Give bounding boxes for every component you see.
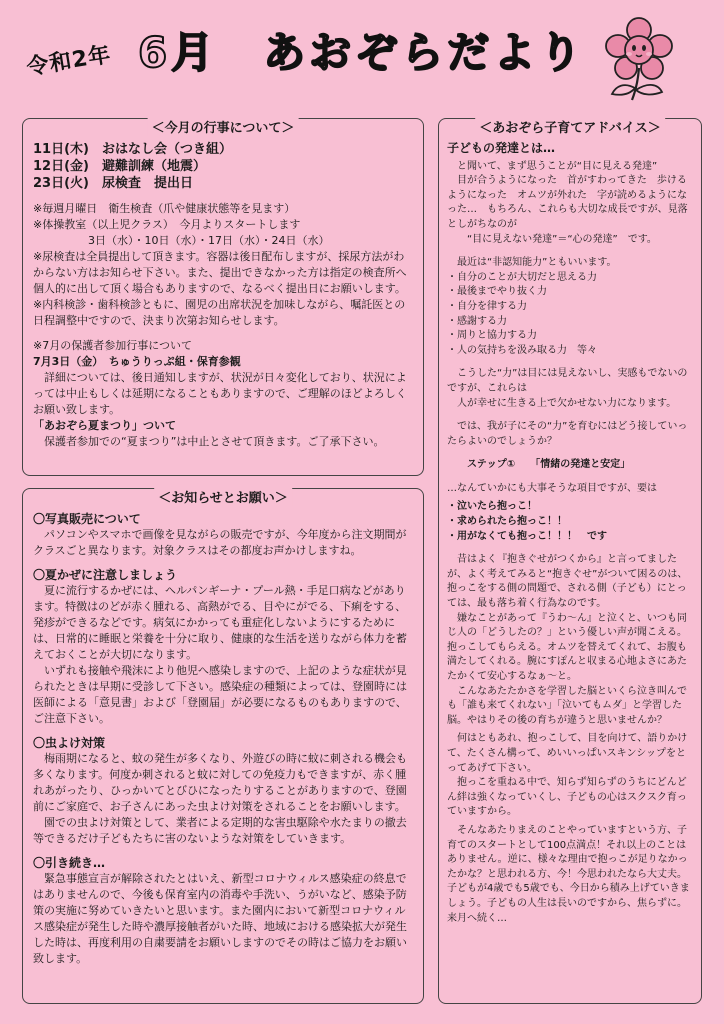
advice-paragraph: 昔はよく『抱きぐせがつくから』と言ってましたが、よく考えてみると“抱きぐせ”がついて困るのは、抱っこをする側の問題で、される側（子ども）にとっては、最も落ち着く行為なのです。 嫌なことがあって『うわ～ん』と泣くと、いつも同じ人の「どうしたの？」という優しい声が聞こえる。抱っこしてもらえる。オムツを替えてくれて、お腹も満たしてくれる。腕にすぽんと収まる心地よさにあたたかくて安心するなぁ～と。 こんなあたたかさを学習した脳といくら泣き叫んでも「誰も来てくれない」「泣いてもムダ」と学習した脳。やはりその後の育ちが違うと思いませんか？ (447, 554, 688, 726)
notices-box (22, 488, 424, 1004)
advice-paragraph: と聞いて、まず思うことが“目に見える発達” 目が合うようになった 首がすわってきた 歩けるようになった オムツが外れた 字が読めるようになった… もちろん、これらも大切な成長ですが、見落としがちなのが “目に見えない発達”＝“心の発達” です。 (447, 160, 688, 245)
notice-title: 〇写真販売について (33, 512, 141, 526)
ability-item: ・最後までやり抜く力 (447, 286, 547, 298)
notice-body: 緊急事態宣言が解除されたとはいえ、新型コロナウィルス感染症の終息ではありませんので、今後も保育室内の消毒や手洗い、うがいなど、感染予防策の実施に努めていきたいと思います。また園内において新型コロナウィルス感染症が発生した時や濃厚接触者がいた時、地域における感染拡大が発生した時は、再度利用の自粛要請をお願いしますのでその時はご協力をお願い致します。 (33, 872, 407, 965)
july-event: 7月3日（金） ちゅうりっぷ組・保育参観 (33, 355, 241, 368)
event-note: 3日（水）・10日（水）・17日（水）・24日（水） (33, 234, 330, 247)
ability-item: ・人の気持ちを汲み取る力 等々 (447, 344, 597, 356)
cheer-item: ・泣いたら抱っこ！ (447, 501, 537, 513)
advice-box (438, 118, 722, 1004)
summer-festival-title: 「あおぞら夏まつり」ついて (33, 419, 176, 432)
july-title: ※7月の保護者参加行事について (33, 339, 192, 352)
advice-paragraph: 何はともあれ、抱っこして、目を向けて、語りかけて、たくさん構って、めいいっぱいスキンシップをとってあげて下さい。 抱っこを重ねる中で、知らず知らずのうちにどんどん絆は強くなっていくし、子どもの心はスクスク育っていますから。 (447, 733, 688, 818)
ability-item: ・感謝する力 (447, 315, 507, 327)
advice-paragraph: では、我が子にその“力”を育むにはどう接していったらよいのでしょうか？ (447, 421, 688, 447)
event-note: ※毎週月曜日 衛生検査（爪や健康状態等を見ます） (33, 202, 296, 215)
ability-item: ・自分を律する力 (447, 300, 527, 312)
advice-paragraph: こうした“力”は目には見えないし、実感もでないのですが、これらは 人が幸せに生きる上で欠かせない力になります。 (447, 368, 688, 409)
advice-paragraph: 最近は“非認知能力”ともいいます。 (447, 257, 617, 269)
cheer-item: ・用がなくても抱っこ！！！ です (447, 530, 607, 542)
advice-paragraph: …なんていかにも大事そうな項目ですが、要は (447, 482, 657, 494)
events-box (22, 118, 424, 476)
cheer-item: ・求められたら抱っこ！！ (447, 516, 567, 528)
ability-item: ・周りと協力する力 (447, 330, 537, 342)
advice-lead: 子どもの発達とは… (447, 141, 556, 155)
schedule-item: 11日(木) おはなし会（つき組） (33, 142, 232, 157)
notice-body: パソコンやスマホで画像を見ながらの販売ですが、今年度から注文期間がクラスごと異なります。対象クラスはその都度お声かけしますね。 (33, 528, 407, 557)
notice-body: 夏に流行するかぜには、ヘルパンギーナ・プール熱・手足口病などがあります。特徴はのどが赤く腫れる、高熱がでる、目やにがでる、下痢をする、発疹ができるなどです。病気にかかっても重症化しないようにするためには、日常的に睡眠と栄養を十分に取り、健康的な生活を送りながら体力を蓄えておくことが大切になります。 いずれも接触や飛沫により他児へ感染しますので、上記のような症状が見られたときは早期に受診して下さい。感染症の種類によっては、登園時には医師による「意見書」および「登園届」が必要になるものもありますので、ご注意下さい。 (33, 584, 407, 725)
notice-title: 〇引き続き… (33, 856, 106, 870)
notice-title: 〇虫よけ対策 (33, 736, 106, 750)
schedule-item: 12日(金) 避難訓練（地震） (33, 159, 206, 174)
notice-body: 梅雨期になると、蚊の発生が多くなり、外遊びの時に蚊に刺される機会も多くなります。何度か刺されると蚊に対しての免疫力もできますが、赤く腫れあがったり、ひっかいてとびひになったりすることがありますので、登園前にご家庭で、お子さんにあった虫よけ対策をされることをお願いします。 園での虫よけ対策として、業者による定期的な害虫駆除や水たまりの撤去等できるだけ子どもたちに害のないような対策をしていきます。 (33, 752, 407, 845)
flower-icon (602, 16, 676, 102)
era-label: 令和2年 (24, 42, 114, 81)
event-note: ※尿検査は全員提出して頂きます。容器は後日配布しますが、採尿方法がわからない方はお知らせ下さい。また、提出できなかった方は指定の検査所へ個人的に出して頂く場合もありますので、なるべく提出日にお願いします。 (33, 250, 407, 295)
notices-heading: ＜お知らせとお願い＞ (154, 487, 292, 506)
schedule-item: 23日(火) 尿検査 提出日 (33, 176, 193, 191)
advice-paragraph: そんなあたりまえのことやっていますという方、子育てのスタートとして100点満点！それ以上のことはありません。逆に、様々な理由で抱っこが足りなかったかな？と思われる方、今！今思われたなら大丈夫。子どもが4歳でも5歳でも、今日から積み上げていきましょう。子どもの人生は長いのですから、焦らずに。 来月へ続く… (447, 824, 722, 924)
notice-title: 〇夏かぜに注意しましょう (33, 568, 178, 582)
july-detail: 詳細については、後日通知しますが、状況が日々変化しており、状況によっては中止もしくは延期になることもありますので、ご理解のほどよろしくお願い致します。 (33, 371, 407, 416)
summer-festival-detail: 保護者参加での“夏まつり”は中止とさせて頂きます。ご了承下さい。 (33, 435, 385, 448)
advice-step: ステップ① 「情緒の発達と安定」 (447, 459, 631, 471)
advice-heading: ＜あおぞら子育てアドバイス＞ (475, 117, 665, 136)
event-note: ※体操教室（以上児クラス） 今月よりスタートします (33, 218, 301, 231)
events-heading: ＜今月の行事について＞ (148, 117, 299, 136)
ability-item: ・自分のことが大切だと思える力 (447, 271, 597, 283)
page-header (0, 0, 724, 110)
page-title: 6月 あおぞらだより (138, 28, 586, 77)
event-note: ※内科検診・歯科検診ともに、園児の出席状況を加味しながら、嘱託医との日程調整中ですので、決まり次第お知らせします。 (33, 298, 406, 327)
